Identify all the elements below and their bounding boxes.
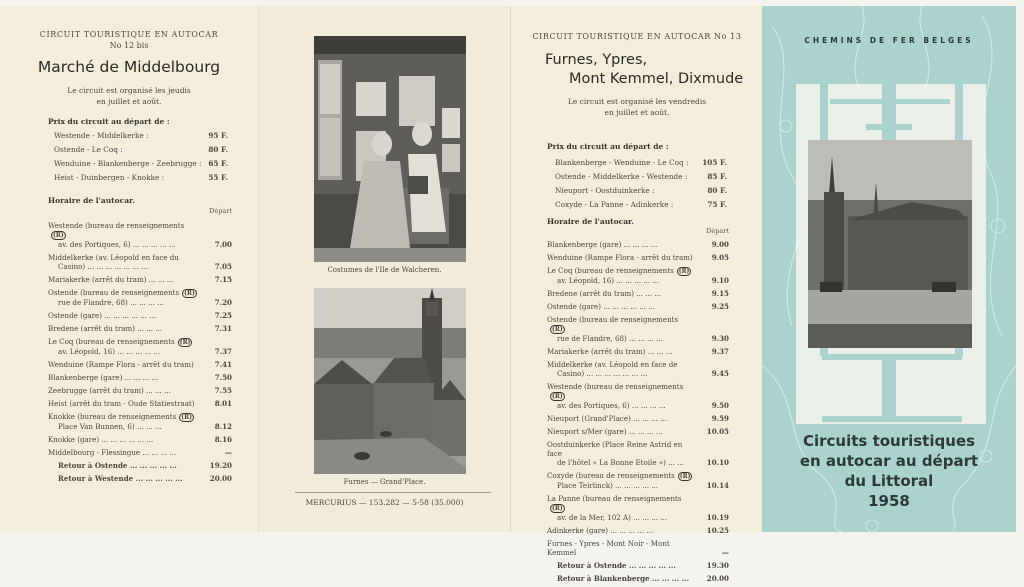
stop-line-1: Middelkerke (av. Léopold en face du: [48, 253, 179, 262]
stop-name: [547, 539, 701, 557]
price-row: [555, 184, 727, 198]
stop-line-1: Wenduine (Rampe Flora - arrêt du tram): [547, 253, 693, 262]
schedule-row: [547, 315, 729, 343]
price-value: 80 F.: [208, 145, 228, 154]
stop-line-2: av. des Portiques, 6) ... ... ... ... ...: [58, 240, 176, 249]
stop-line-1: Middelkerke (av. Léopold en face de: [547, 360, 678, 369]
stop-line-2: av. de la Mer, 102 A) ... ... ... ...: [557, 513, 667, 522]
price-row: [555, 170, 727, 184]
info-office-icon: (R): [552, 393, 563, 400]
departure-time: 9.05: [711, 253, 729, 262]
schedule-row: [48, 399, 232, 408]
schedule-row: [48, 253, 232, 271]
stop-line-1: Furnes - Ypres - Mont Noir - Mont Kemmel: [547, 539, 670, 557]
schedule-row: [48, 288, 232, 307]
info-office-icon: (R): [678, 268, 690, 275]
stop-line-1: Oostduinkerke (Place Reine Astrid en face: [547, 440, 683, 458]
cover-title-line-2: en autocar au départ: [799, 452, 979, 470]
departure-time: 8.01: [214, 399, 232, 408]
schedule-row: [48, 275, 232, 284]
departure-time: 7.05: [214, 262, 232, 271]
stop-name: [48, 311, 204, 320]
stop-line-1: Mariakerke (arrêt du tram) ... ... ...: [547, 347, 673, 356]
circuit-title-line-2: Mont Kemmel, Dixmude: [569, 71, 744, 87]
schedule-row: [547, 561, 729, 570]
info-office-icon: (R): [552, 326, 563, 333]
price-row: [555, 156, 727, 170]
departure-time: 9.59: [711, 414, 729, 423]
stop-line-2: rue de Flandre, 68) ... ... ... ...: [58, 298, 164, 307]
info-office-icon: (R): [181, 414, 192, 421]
departure-label: Départ: [209, 207, 232, 215]
price-row: [54, 129, 228, 143]
departure-time: 7.20: [214, 298, 232, 307]
price-row: [54, 171, 228, 185]
schedule-row: [48, 337, 232, 356]
schedule-row: [547, 240, 729, 249]
price-value: 65 F.: [208, 159, 228, 168]
stop-line-1: Bredene (arrêt du tram) ... ... ...: [48, 324, 163, 333]
stop-line-1: Retour à Blankenberge ... ... ... ...: [557, 574, 690, 583]
stop-line-2: Place Van Bunnen, 6) ... ... ...: [58, 422, 162, 431]
price-list: [48, 129, 228, 185]
cover-year: 1958: [868, 492, 910, 510]
photo-furnes-image: [314, 288, 466, 474]
caption-furnes: Furnes — Grand'Place.: [343, 478, 426, 486]
cover-title-line-3: du Littoral: [844, 472, 934, 490]
stop-name: [547, 526, 701, 535]
price-origin: Westende - Middelkerke :: [54, 131, 149, 140]
caption-walcheren: Costumes de l'Ile de Walcheren.: [327, 266, 442, 274]
stop-line-1: Blankenberge (gare) ... ... ... ...: [547, 240, 658, 249]
photo-walcheren-image: [314, 36, 466, 262]
schedule-list: [547, 240, 729, 583]
cover-title: [762, 431, 1016, 511]
stop-name: [547, 360, 701, 378]
stop-name: [547, 240, 701, 249]
photo-furnes-grand-place: [314, 288, 466, 474]
price-origin: Ostende - Le Coq :: [54, 145, 123, 154]
schedule-row: [48, 221, 232, 249]
intro-line-2: en juillet et août.: [604, 108, 670, 117]
departure-time: 20.00: [706, 574, 729, 583]
stop-line-2: av. Léopold, 16) ... ... ... ... ...: [557, 276, 660, 285]
schedule-row: [547, 289, 729, 298]
stop-line-1: Retour à Ostende ... ... ... ... ...: [557, 561, 676, 570]
stop-line-1: Ostende (bureau de renseignements: [48, 288, 180, 297]
stop-name: [48, 373, 204, 382]
schedule-row: [547, 414, 729, 423]
price-row: [555, 198, 727, 212]
stop-line-1: Westende (bureau de renseignements: [48, 221, 185, 230]
stop-line-2: de l'hôtel « La Bonne Etoile ») ... ...: [557, 458, 684, 467]
stop-line-1: La Panne (bureau de renseignements: [547, 494, 682, 503]
photo-walcheren-costumes: [314, 36, 466, 262]
stop-name: [547, 494, 701, 522]
departure-time: 8.12: [214, 422, 232, 431]
stop-name: [48, 386, 204, 395]
cover-title-line-1: Circuits touristiques: [802, 432, 976, 450]
departure-time: 7.37: [214, 347, 232, 356]
schedule-row: [547, 539, 729, 557]
stop-name: [547, 561, 701, 570]
stop-line-1: Ostende (bureau de renseignements: [547, 315, 679, 324]
schedule-row: [48, 435, 232, 444]
stop-line-1: Middelbourg - Flessingue ... ... ... ...: [48, 448, 177, 457]
departure-time: —: [721, 548, 729, 557]
price-value: 105 F.: [702, 158, 727, 167]
stop-name: [48, 253, 204, 271]
schedule-row: [547, 266, 729, 285]
info-office-icon: (R): [552, 505, 563, 512]
stop-name: [48, 324, 204, 333]
stop-line-1: Coxyde (bureau de renseignements: [547, 471, 675, 480]
departure-time: 20.00: [209, 474, 232, 483]
price-value: 80 F.: [707, 186, 727, 195]
schedule-row: [547, 347, 729, 356]
stop-name: [48, 399, 204, 408]
schedule-row: [547, 440, 729, 467]
stop-line-2: Casino) ... ... ... ... ... ... ...: [557, 369, 648, 378]
stop-name: [547, 414, 701, 423]
stop-line-1: Le Coq (bureau de renseignements: [48, 337, 175, 346]
stop-line-2: av. des Portiques, 6) ... ... ... ...: [557, 401, 666, 410]
printer-imprint: MERCURIUS — 153.282 — 5-58 (35.000): [305, 498, 464, 507]
departure-time: 9.37: [711, 347, 729, 356]
stop-line-1: Mariakerke (arrêt du tram) ... ... ...: [48, 275, 174, 284]
departure-time: —: [224, 448, 232, 457]
stop-name: [547, 347, 701, 356]
schedule-row: [48, 412, 232, 431]
departure-time: 10.05: [706, 427, 729, 436]
departure-time: 10.19: [706, 513, 729, 522]
info-office-icon: (R): [679, 473, 691, 480]
price-row: [54, 157, 228, 171]
schedule-row: [48, 324, 232, 333]
prices-heading: Prix du circuit au départ de :: [547, 142, 669, 151]
stop-line-1: Bredene (arrêt du tram) ... ... ...: [547, 289, 662, 298]
schedule-row: [547, 494, 729, 522]
departure-label: Départ: [706, 227, 729, 235]
price-origin: Blankenberge - Wenduine - Le Coq :: [555, 158, 689, 167]
stop-line-1: Nieuport (Grand'Place) ... ... ... ...: [547, 414, 667, 423]
departure-time: 7.50: [214, 373, 232, 382]
stop-name: [48, 461, 204, 470]
stop-name: [547, 289, 701, 298]
price-list: [547, 156, 727, 212]
info-office-icon: (R): [179, 339, 191, 346]
circuit-kicker: CIRCUIT TOURISTIQUE EN AUTOCAR: [39, 30, 219, 39]
stop-line-1: Retour à Westende ... ... ... ... ...: [58, 474, 183, 483]
schedule-row: [547, 253, 729, 262]
stop-line-1: Retour à Ostende ... ... ... ... ...: [58, 461, 177, 470]
stop-name: [547, 302, 701, 311]
circuit-title: Marché de Middelbourg: [37, 58, 221, 76]
stop-line-2: Place Teirlinck) ... ... ... ... ...: [557, 481, 658, 490]
schedule-row: [547, 471, 729, 490]
schedule-row: [547, 302, 729, 311]
stop-name: [547, 266, 701, 285]
stop-line-1: Knokke (gare) ... ... ... ... ... ...: [48, 435, 154, 444]
circuit-title-line-1: Furnes, Ypres,: [545, 52, 648, 68]
departure-time: 9.50: [711, 401, 729, 410]
stop-name: [48, 360, 204, 369]
info-office-icon: (R): [184, 290, 195, 297]
stop-line-2: rue de Flandre, 68) ... ... ... ...: [557, 334, 663, 343]
price-value: 55 F.: [208, 173, 228, 182]
departure-time: 9.15: [711, 289, 729, 298]
stop-name: [48, 288, 204, 307]
departure-time: 9.00: [711, 240, 729, 249]
schedule-list: [48, 221, 232, 483]
stop-line-1: Blankenberge (gare) ... ... ... ...: [48, 373, 159, 382]
stop-name: [48, 448, 204, 457]
price-origin: Coxyde - La Panne - Adinkerke :: [555, 200, 674, 209]
stop-line-1: Westende (bureau de renseignements: [547, 382, 684, 391]
panel-circuit-12bis: [0, 6, 258, 532]
schedule-heading: Horaire de l'autocar.: [48, 196, 135, 205]
departure-time: 9.25: [711, 302, 729, 311]
price-origin: Ostende - Middelkerke - Westende :: [555, 172, 688, 181]
circuit-number: No 12 bis: [109, 41, 149, 50]
intro-line-1: Le circuit est organisé les vendredis: [567, 97, 707, 106]
schedule-row: [48, 474, 232, 483]
stop-line-1: Wenduine (Rampe Flora - arrêt du tram): [48, 360, 194, 369]
stop-line-1: Le Coq (bureau de renseignements: [547, 266, 674, 275]
price-value: 75 F.: [707, 200, 727, 209]
panel-cover: [762, 6, 1016, 532]
stop-name: [48, 337, 204, 356]
departure-time: 7.00: [214, 240, 232, 249]
prices-heading: Prix du circuit au départ de :: [48, 117, 170, 126]
stop-line-1: Heist (arrêt du tram - Oude Statiestraat): [48, 399, 195, 408]
departure-time: 10.14: [706, 481, 729, 490]
stop-line-2: av. Léopold, 16) ... ... ... ... ...: [58, 347, 161, 356]
departure-time: 9.10: [711, 276, 729, 285]
departure-time: 7.15: [214, 275, 232, 284]
stop-name: [547, 471, 701, 490]
stop-name: [48, 221, 204, 249]
price-origin: Wenduine - Blankenberge - Zeebrugge :: [54, 159, 202, 168]
stop-line-1: Zeebrugge (arrêt du tram) ... ... ...: [48, 386, 171, 395]
price-origin: Nieuport - Oostduinkerke :: [555, 186, 655, 195]
departure-time: 19.20: [209, 461, 232, 470]
schedule-row: [48, 360, 232, 369]
departure-time: 19.30: [706, 561, 729, 570]
stop-name: [547, 574, 701, 583]
stop-name: [48, 275, 204, 284]
stop-name: [547, 427, 701, 436]
info-office-icon: (R): [53, 232, 64, 239]
schedule-row: [48, 386, 232, 395]
stop-name: [547, 315, 701, 343]
departure-time: 9.30: [711, 334, 729, 343]
schedule-row: [547, 574, 729, 583]
panel-circuit-13: [510, 6, 762, 583]
departure-time: 10.25: [706, 526, 729, 535]
schedule-row: [547, 360, 729, 378]
publisher-name: CHEMINS DE FER BELGES: [804, 36, 974, 45]
stop-name: [48, 412, 204, 431]
departure-time: 8.16: [214, 435, 232, 444]
circuit-kicker: CIRCUIT TOURISTIQUE EN AUTOCAR No 13: [532, 32, 742, 41]
intro-line-1: Le circuit est organisé les jeudis: [67, 86, 191, 95]
price-origin: Heist - Duinbergen - Knokke :: [54, 173, 165, 182]
stop-line-1: Ostende (gare) ... ... ... ... ... ...: [48, 311, 157, 320]
price-value: 95 F.: [208, 131, 228, 140]
stop-line-1: Ostende (gare) ... ... ... ... ... ...: [547, 302, 656, 311]
schedule-heading: Horaire de l'autocar.: [547, 217, 634, 226]
panel-photos: [258, 6, 510, 532]
departure-time: 7.31: [214, 324, 232, 333]
departure-time: 7.55: [214, 386, 232, 395]
stop-line-2: Casino) ... ... ... ... ... ... ...: [58, 262, 149, 271]
stop-name: [48, 474, 204, 483]
stop-line-1: Adinkerke (gare) ... ... ... ... ...: [547, 526, 654, 535]
schedule-row: [547, 526, 729, 535]
schedule-row: [48, 311, 232, 320]
departure-time: 10.10: [706, 458, 729, 467]
departure-time: 9.45: [711, 369, 729, 378]
stop-name: [547, 382, 701, 410]
departure-time: 7.41: [214, 360, 232, 369]
schedule-row: [547, 427, 729, 436]
schedule-row: [547, 382, 729, 410]
schedule-row: [48, 448, 232, 457]
price-value: 85 F.: [707, 172, 727, 181]
price-row: [54, 143, 228, 157]
intro-line-2: en juillet et août.: [96, 97, 162, 106]
stop-name: [547, 253, 701, 262]
brochure: [0, 6, 1016, 583]
stop-line-1: Nieuport s/Mer (gare) ... ... ... ...: [547, 427, 663, 436]
stop-name: [48, 435, 204, 444]
departure-time: 7.25: [214, 311, 232, 320]
schedule-row: [48, 373, 232, 382]
stop-name: [547, 440, 701, 467]
schedule-row: [48, 461, 232, 470]
stop-line-1: Knokke (bureau de renseignements: [48, 412, 177, 421]
imprint-divider: [295, 492, 491, 493]
